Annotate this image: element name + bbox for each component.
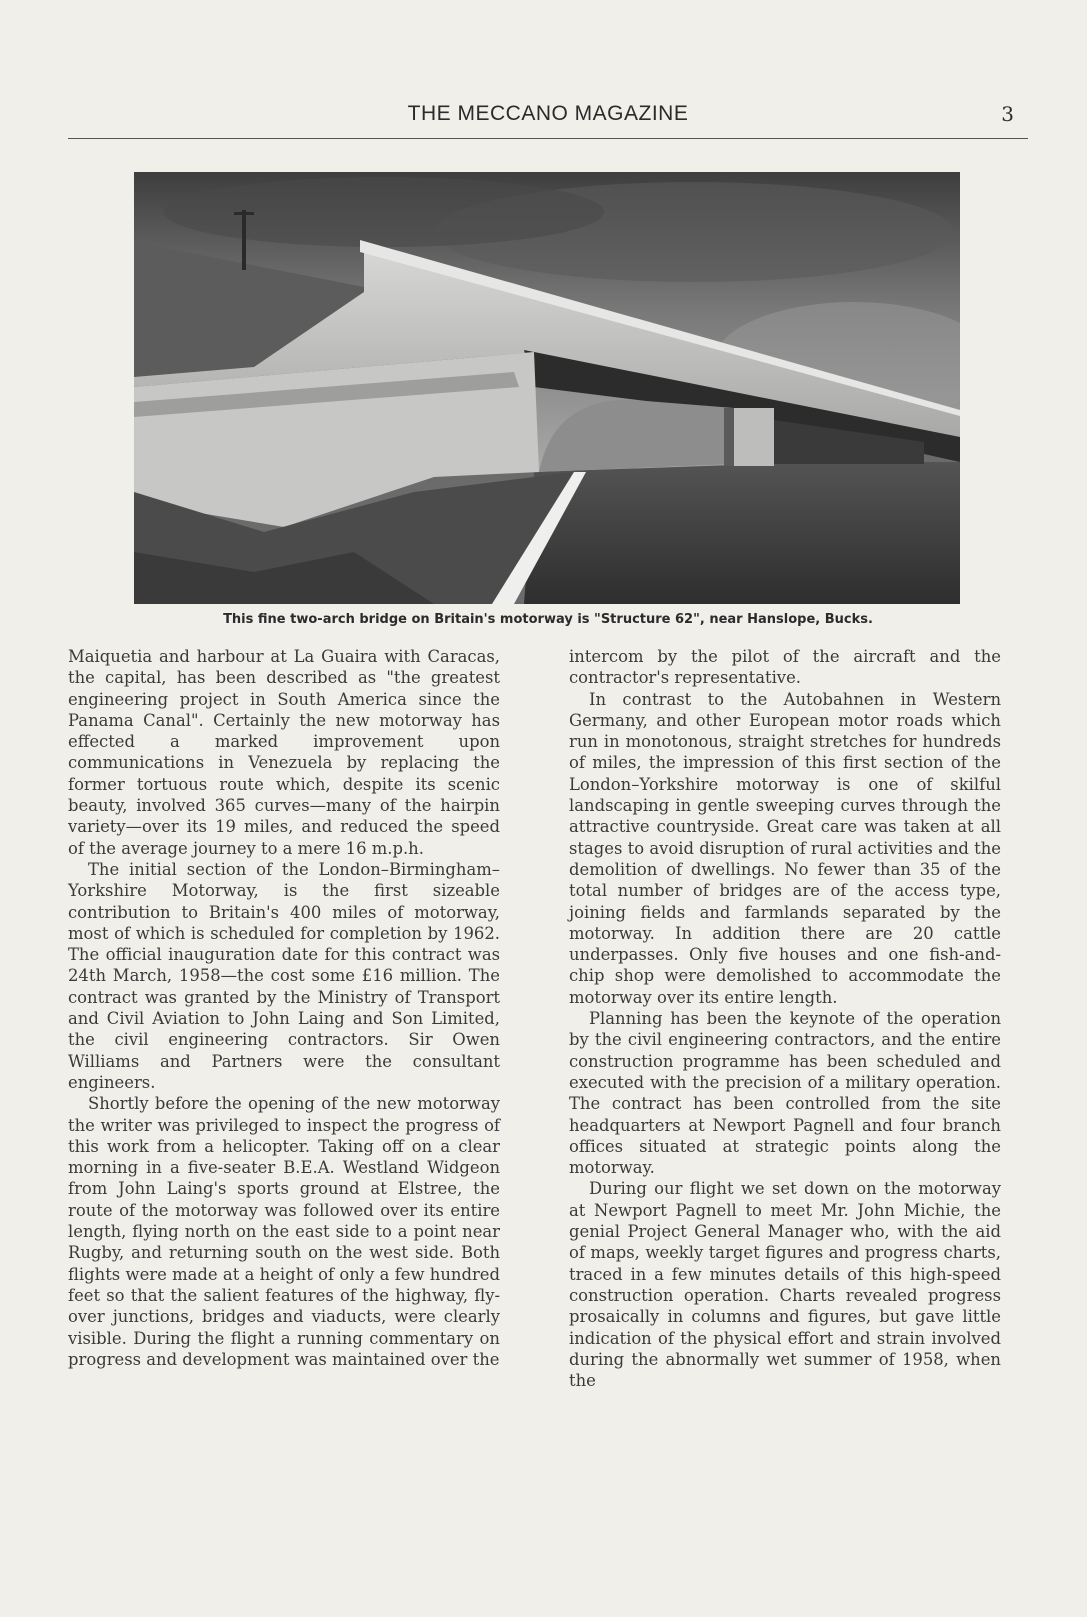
bridge-photograph: [134, 172, 960, 604]
paragraph: In contrast to the Autobahnen in Western Germany, and other European motor roads which run in monotonous, straight stretches for hundreds of miles, the impression of this first section of the London–Yorkshire motorway is one of skilful landscaping in gentle sweeping curves through the attractive countryside. Great care was taken at all stages to avoid disruption of rural activities and the demolition of dwellings. No fewer than 35 of the total number of bridges are of the access type, joining fields and farmlands separated by the motorway. In addition there are 20 cattle underpasses. Only five houses and one fish-and-chip shop were demolished to accommodate the motorway over its entire length.: [569, 689, 1001, 1007]
bridge-photo-illustration: [134, 172, 960, 604]
paragraph: Planning has been the keynote of the operation by the civil engineering contractors, and the entire construction programme has been scheduled and executed with the precision of a military operation. The contract has been controlled from the site headquarters at Newport Pagnell and four branch offices situated at strategic points along the motorway.: [569, 1009, 1001, 1178]
paragraph: During our flight we set down on the motorway at Newport Pagnell to meet Mr. John Michie, the genial Project General Manager who, with the aid of maps, weekly target figures and progress charts, traced in a few minutes details of this high-speed construction operation. Charts revealed progress prosaically in columns and figures, but gave little indication of the physical effort and strain involved during the abnormally wet summer of 1958, when the: [569, 1179, 1001, 1391]
photo-caption: This fine two-arch bridge on Britain's motorway is "Structure 62", near Hanslope, Bucks.: [223, 612, 873, 627]
paragraph: intercom by the pilot of the aircraft and the contractor's representative.: [569, 647, 1001, 688]
paragraph: The initial section of the London–Birmingham–Yorkshire Motorway, is the first sizeable contribution to Britain's 400 miles of motorway, most of which is scheduled for completion by 1962. The official inauguration date for this contract was 24th March, 1958—the cost some £16 million. The contract was granted by the Ministry of Transport and Civil Aviation to John Laing and Son Limited, the civil engineering contractors. Sir Owen Williams and Partners were the consultant engineers.: [68, 859, 500, 1092]
paragraph: Maiquetia and harbour at La Guaira with Caracas, the capital, has been described as "the greatest engineering project in South America since the Panama Canal". Certainly the new motorway has effected a marked improvement upon communications in Venezuela by replacing the former tortuous route which, despite its scenic beauty, involved 365 curves—many of the hairpin variety—over its 19 miles, and reduced the speed of the average journey to a mere 16 m.p.h.: [68, 647, 500, 858]
page-header: [68, 100, 1028, 139]
magazine-title: THE MECCANO MAGAZINE: [407, 102, 689, 125]
paragraph: Shortly before the opening of the new motorway the writer was privileged to inspect the progress of this work from a helicopter. Taking off on a clear morning in a five-seater B.E.A. Westland Widgeon from John Laing's sports ground at Elstree, the route of the motorway was followed over its entire length, flying north on the east side to a point near Rugby, and returning south on the west side. Both flights were made at a height of only a few hundred feet so that the salient features of the highway, fly-over junctions, bridges and viaducts, were clearly visible. During the flight a running commentary on progress and development was maintained over the: [68, 1094, 500, 1369]
article-column-left: [68, 646, 500, 1370]
article-column-right: [569, 646, 1001, 1391]
page-number: 3: [1001, 102, 1014, 126]
